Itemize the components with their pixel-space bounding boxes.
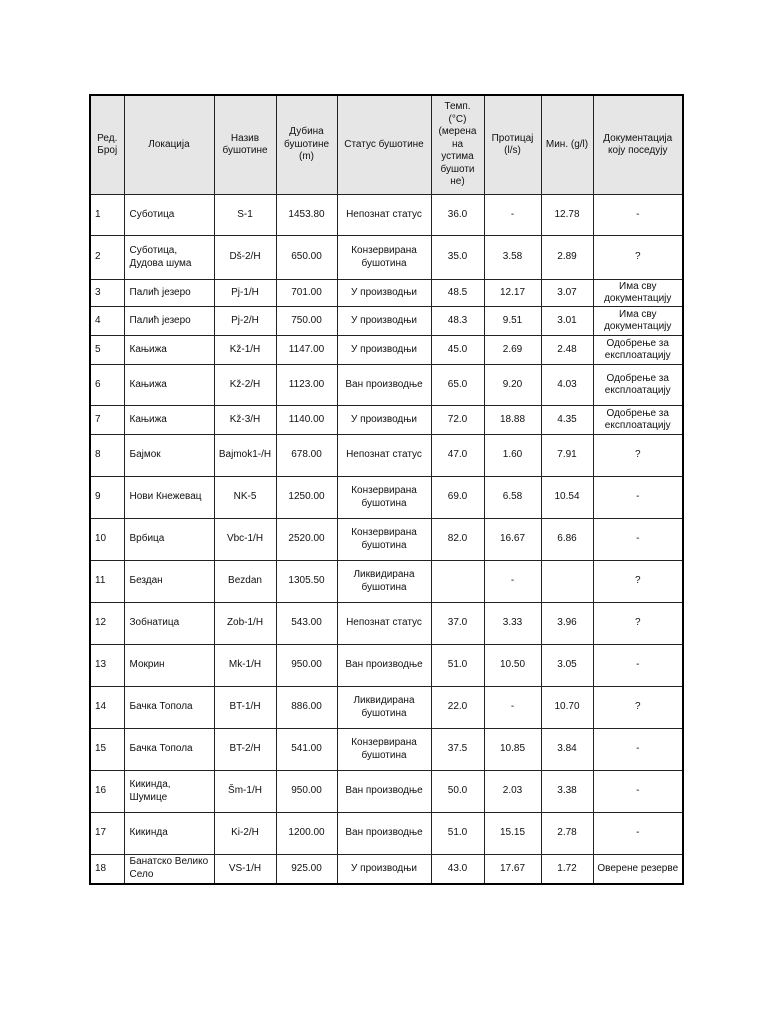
cell-temperature: 47.0 (431, 435, 484, 477)
cell-well-name: Bezdan (214, 561, 276, 603)
cell-flow: 10.85 (484, 729, 541, 771)
cell-well-name: Kž-2/H (214, 365, 276, 406)
table-row (90, 307, 683, 336)
cell-documentation: - (593, 519, 683, 561)
cell-documentation: ? (593, 603, 683, 645)
table-row (90, 603, 683, 645)
cell-status: Ликвидирана бушотина (337, 561, 431, 603)
cell-well-name: Pj-2/H (214, 307, 276, 336)
cell-temperature: 43.0 (431, 855, 484, 884)
cell-temperature: 51.0 (431, 645, 484, 687)
cell-flow: 9.20 (484, 365, 541, 406)
cell-mineralization: 3.07 (541, 280, 593, 307)
cell-temperature (431, 561, 484, 603)
cell-flow: - (484, 687, 541, 729)
cell-status: Ван производње (337, 645, 431, 687)
cell-temperature: 82.0 (431, 519, 484, 561)
cell-no: 3 (90, 280, 124, 307)
cell-status: Конзервирана бушотина (337, 519, 431, 561)
cell-location: Мокрин (124, 645, 214, 687)
cell-location: Бачка Топола (124, 729, 214, 771)
cell-status: Непознат статус (337, 195, 431, 236)
cell-depth: 678.00 (276, 435, 337, 477)
cell-flow: 9.51 (484, 307, 541, 336)
table-row (90, 519, 683, 561)
table-row (90, 280, 683, 307)
cell-mineralization: 1.72 (541, 855, 593, 884)
cell-depth: 650.00 (276, 236, 337, 280)
cell-depth: 1200.00 (276, 813, 337, 855)
cell-well-name: Vbc-1/H (214, 519, 276, 561)
cell-temperature: 69.0 (431, 477, 484, 519)
cell-location: Кањижа (124, 336, 214, 365)
cell-well-name: S-1 (214, 195, 276, 236)
cell-no: 17 (90, 813, 124, 855)
cell-well-name: VS-1/H (214, 855, 276, 884)
cell-mineralization: 3.01 (541, 307, 593, 336)
table-row (90, 645, 683, 687)
cell-temperature: 65.0 (431, 365, 484, 406)
cell-no: 13 (90, 645, 124, 687)
cell-mineralization: 7.91 (541, 435, 593, 477)
cell-flow: 18.88 (484, 406, 541, 435)
cell-location: Палић језеро (124, 280, 214, 307)
cell-status: Конзервирана бушотина (337, 477, 431, 519)
cell-well-name: Kž-3/H (214, 406, 276, 435)
cell-depth: 950.00 (276, 645, 337, 687)
header-temperature: Темп. (°C) (мерена на устима бушоти не) (431, 95, 484, 195)
cell-depth: 925.00 (276, 855, 337, 884)
cell-mineralization: 2.78 (541, 813, 593, 855)
table-row (90, 771, 683, 813)
cell-no: 7 (90, 406, 124, 435)
cell-documentation: Одобрење за експлоатацију (593, 365, 683, 406)
header-no: Ред. Број (90, 95, 124, 195)
cell-location: Кањижа (124, 365, 214, 406)
cell-temperature: 51.0 (431, 813, 484, 855)
cell-well-name: Zob-1/H (214, 603, 276, 645)
cell-depth: 1140.00 (276, 406, 337, 435)
cell-mineralization: 12.78 (541, 195, 593, 236)
cell-documentation: - (593, 195, 683, 236)
cell-depth: 701.00 (276, 280, 337, 307)
cell-documentation: ? (593, 236, 683, 280)
cell-depth: 1250.00 (276, 477, 337, 519)
table-row (90, 435, 683, 477)
table-row (90, 813, 683, 855)
cell-mineralization: 3.96 (541, 603, 593, 645)
cell-status: У производњи (337, 307, 431, 336)
cell-documentation: Има сву документацију (593, 307, 683, 336)
cell-no: 16 (90, 771, 124, 813)
cell-location: Бездан (124, 561, 214, 603)
cell-status: Непознат статус (337, 603, 431, 645)
cell-flow: 10.50 (484, 645, 541, 687)
cell-temperature: 37.0 (431, 603, 484, 645)
cell-location: Врбица (124, 519, 214, 561)
table-row (90, 687, 683, 729)
cell-temperature: 50.0 (431, 771, 484, 813)
cell-flow: - (484, 561, 541, 603)
table-row (90, 855, 683, 884)
cell-no: 8 (90, 435, 124, 477)
cell-status: Ван производње (337, 365, 431, 406)
cell-flow: 3.58 (484, 236, 541, 280)
cell-status: У производњи (337, 280, 431, 307)
cell-no: 4 (90, 307, 124, 336)
cell-location: Кикинда (124, 813, 214, 855)
cell-status: У производњи (337, 336, 431, 365)
table-row (90, 477, 683, 519)
cell-temperature: 48.3 (431, 307, 484, 336)
cell-location: Зобнатица (124, 603, 214, 645)
cell-status: У производњи (337, 406, 431, 435)
cell-mineralization: 3.05 (541, 645, 593, 687)
cell-location: Суботица (124, 195, 214, 236)
cell-flow: 3.33 (484, 603, 541, 645)
cell-no: 9 (90, 477, 124, 519)
header-depth: Дубина бушотине (m) (276, 95, 337, 195)
cell-documentation: ? (593, 435, 683, 477)
cell-flow: 12.17 (484, 280, 541, 307)
header-mineralization: Мин. (g/l) (541, 95, 593, 195)
cell-no: 10 (90, 519, 124, 561)
cell-mineralization: 6.86 (541, 519, 593, 561)
cell-depth: 750.00 (276, 307, 337, 336)
header-location: Локација (124, 95, 214, 195)
cell-mineralization: 3.38 (541, 771, 593, 813)
cell-well-name: Kž-1/H (214, 336, 276, 365)
cell-well-name: Ki-2/H (214, 813, 276, 855)
cell-temperature: 36.0 (431, 195, 484, 236)
cell-depth: 1305.50 (276, 561, 337, 603)
cell-documentation: - (593, 645, 683, 687)
cell-flow: 17.67 (484, 855, 541, 884)
table-row (90, 236, 683, 280)
cell-documentation: ? (593, 687, 683, 729)
cell-status: Ликвидирана бушотина (337, 687, 431, 729)
cell-flow: 15.15 (484, 813, 541, 855)
cell-documentation: - (593, 477, 683, 519)
cell-depth: 1453.80 (276, 195, 337, 236)
cell-well-name: Mk-1/H (214, 645, 276, 687)
cell-mineralization (541, 561, 593, 603)
cell-no: 5 (90, 336, 124, 365)
cell-no: 11 (90, 561, 124, 603)
cell-depth: 1123.00 (276, 365, 337, 406)
cell-flow: 16.67 (484, 519, 541, 561)
cell-well-name: BT-2/H (214, 729, 276, 771)
header-well-name: Назив бушотине (214, 95, 276, 195)
cell-documentation: Оверене резерве (593, 855, 683, 884)
cell-location: Нови Кнежевац (124, 477, 214, 519)
table-row (90, 336, 683, 365)
cell-well-name: BT-1/H (214, 687, 276, 729)
cell-temperature: 48.5 (431, 280, 484, 307)
cell-flow: 2.69 (484, 336, 541, 365)
table-row (90, 365, 683, 406)
header-documentation: Документација коју поседују (593, 95, 683, 195)
cell-depth: 1147.00 (276, 336, 337, 365)
cell-depth: 886.00 (276, 687, 337, 729)
cell-well-name: Pj-1/H (214, 280, 276, 307)
cell-well-name: Bajmok1-/H (214, 435, 276, 477)
table-row (90, 406, 683, 435)
cell-location: Суботица, Дудова шума (124, 236, 214, 280)
cell-flow: 1.60 (484, 435, 541, 477)
table-row (90, 195, 683, 236)
cell-documentation: - (593, 771, 683, 813)
cell-no: 15 (90, 729, 124, 771)
cell-mineralization: 10.54 (541, 477, 593, 519)
cell-status: Непознат статус (337, 435, 431, 477)
cell-location: Кањижа (124, 406, 214, 435)
header-row (90, 95, 683, 195)
cell-location: Бајмок (124, 435, 214, 477)
cell-well-name: Dš-2/H (214, 236, 276, 280)
cell-status: Конзервирана бушотина (337, 729, 431, 771)
cell-no: 12 (90, 603, 124, 645)
table-row (90, 729, 683, 771)
cell-documentation: Одобрење за експлоатацију (593, 336, 683, 365)
cell-mineralization: 2.89 (541, 236, 593, 280)
table-row (90, 561, 683, 603)
cell-status: Ван производње (337, 771, 431, 813)
cell-location: Банатско Велико Село (124, 855, 214, 884)
cell-location: Бачка Топола (124, 687, 214, 729)
cell-no: 1 (90, 195, 124, 236)
cell-flow: - (484, 195, 541, 236)
cell-status: У производњи (337, 855, 431, 884)
cell-mineralization: 10.70 (541, 687, 593, 729)
cell-depth: 543.00 (276, 603, 337, 645)
wells-table (89, 94, 684, 885)
cell-mineralization: 2.48 (541, 336, 593, 365)
cell-status: Ван производње (337, 813, 431, 855)
cell-well-name: NK-5 (214, 477, 276, 519)
cell-mineralization: 3.84 (541, 729, 593, 771)
cell-depth: 541.00 (276, 729, 337, 771)
cell-no: 6 (90, 365, 124, 406)
cell-flow: 2.03 (484, 771, 541, 813)
cell-mineralization: 4.03 (541, 365, 593, 406)
cell-flow: 6.58 (484, 477, 541, 519)
cell-temperature: 72.0 (431, 406, 484, 435)
header-status: Статус бушотине (337, 95, 431, 195)
cell-documentation: Има сву документацију (593, 280, 683, 307)
header-flow: Протицај (l/s) (484, 95, 541, 195)
cell-depth: 2520.00 (276, 519, 337, 561)
cell-temperature: 35.0 (431, 236, 484, 280)
cell-mineralization: 4.35 (541, 406, 593, 435)
cell-temperature: 45.0 (431, 336, 484, 365)
cell-temperature: 37.5 (431, 729, 484, 771)
cell-documentation: ? (593, 561, 683, 603)
table-body (90, 195, 683, 884)
cell-well-name: Šm-1/H (214, 771, 276, 813)
cell-location: Кикинда, Шумице (124, 771, 214, 813)
cell-documentation: - (593, 729, 683, 771)
cell-status: Конзервирана бушотина (337, 236, 431, 280)
cell-location: Палић језеро (124, 307, 214, 336)
cell-no: 14 (90, 687, 124, 729)
cell-no: 2 (90, 236, 124, 280)
cell-no: 18 (90, 855, 124, 884)
cell-temperature: 22.0 (431, 687, 484, 729)
cell-documentation: - (593, 813, 683, 855)
cell-documentation: Одобрење за експлоатацију (593, 406, 683, 435)
cell-depth: 950.00 (276, 771, 337, 813)
